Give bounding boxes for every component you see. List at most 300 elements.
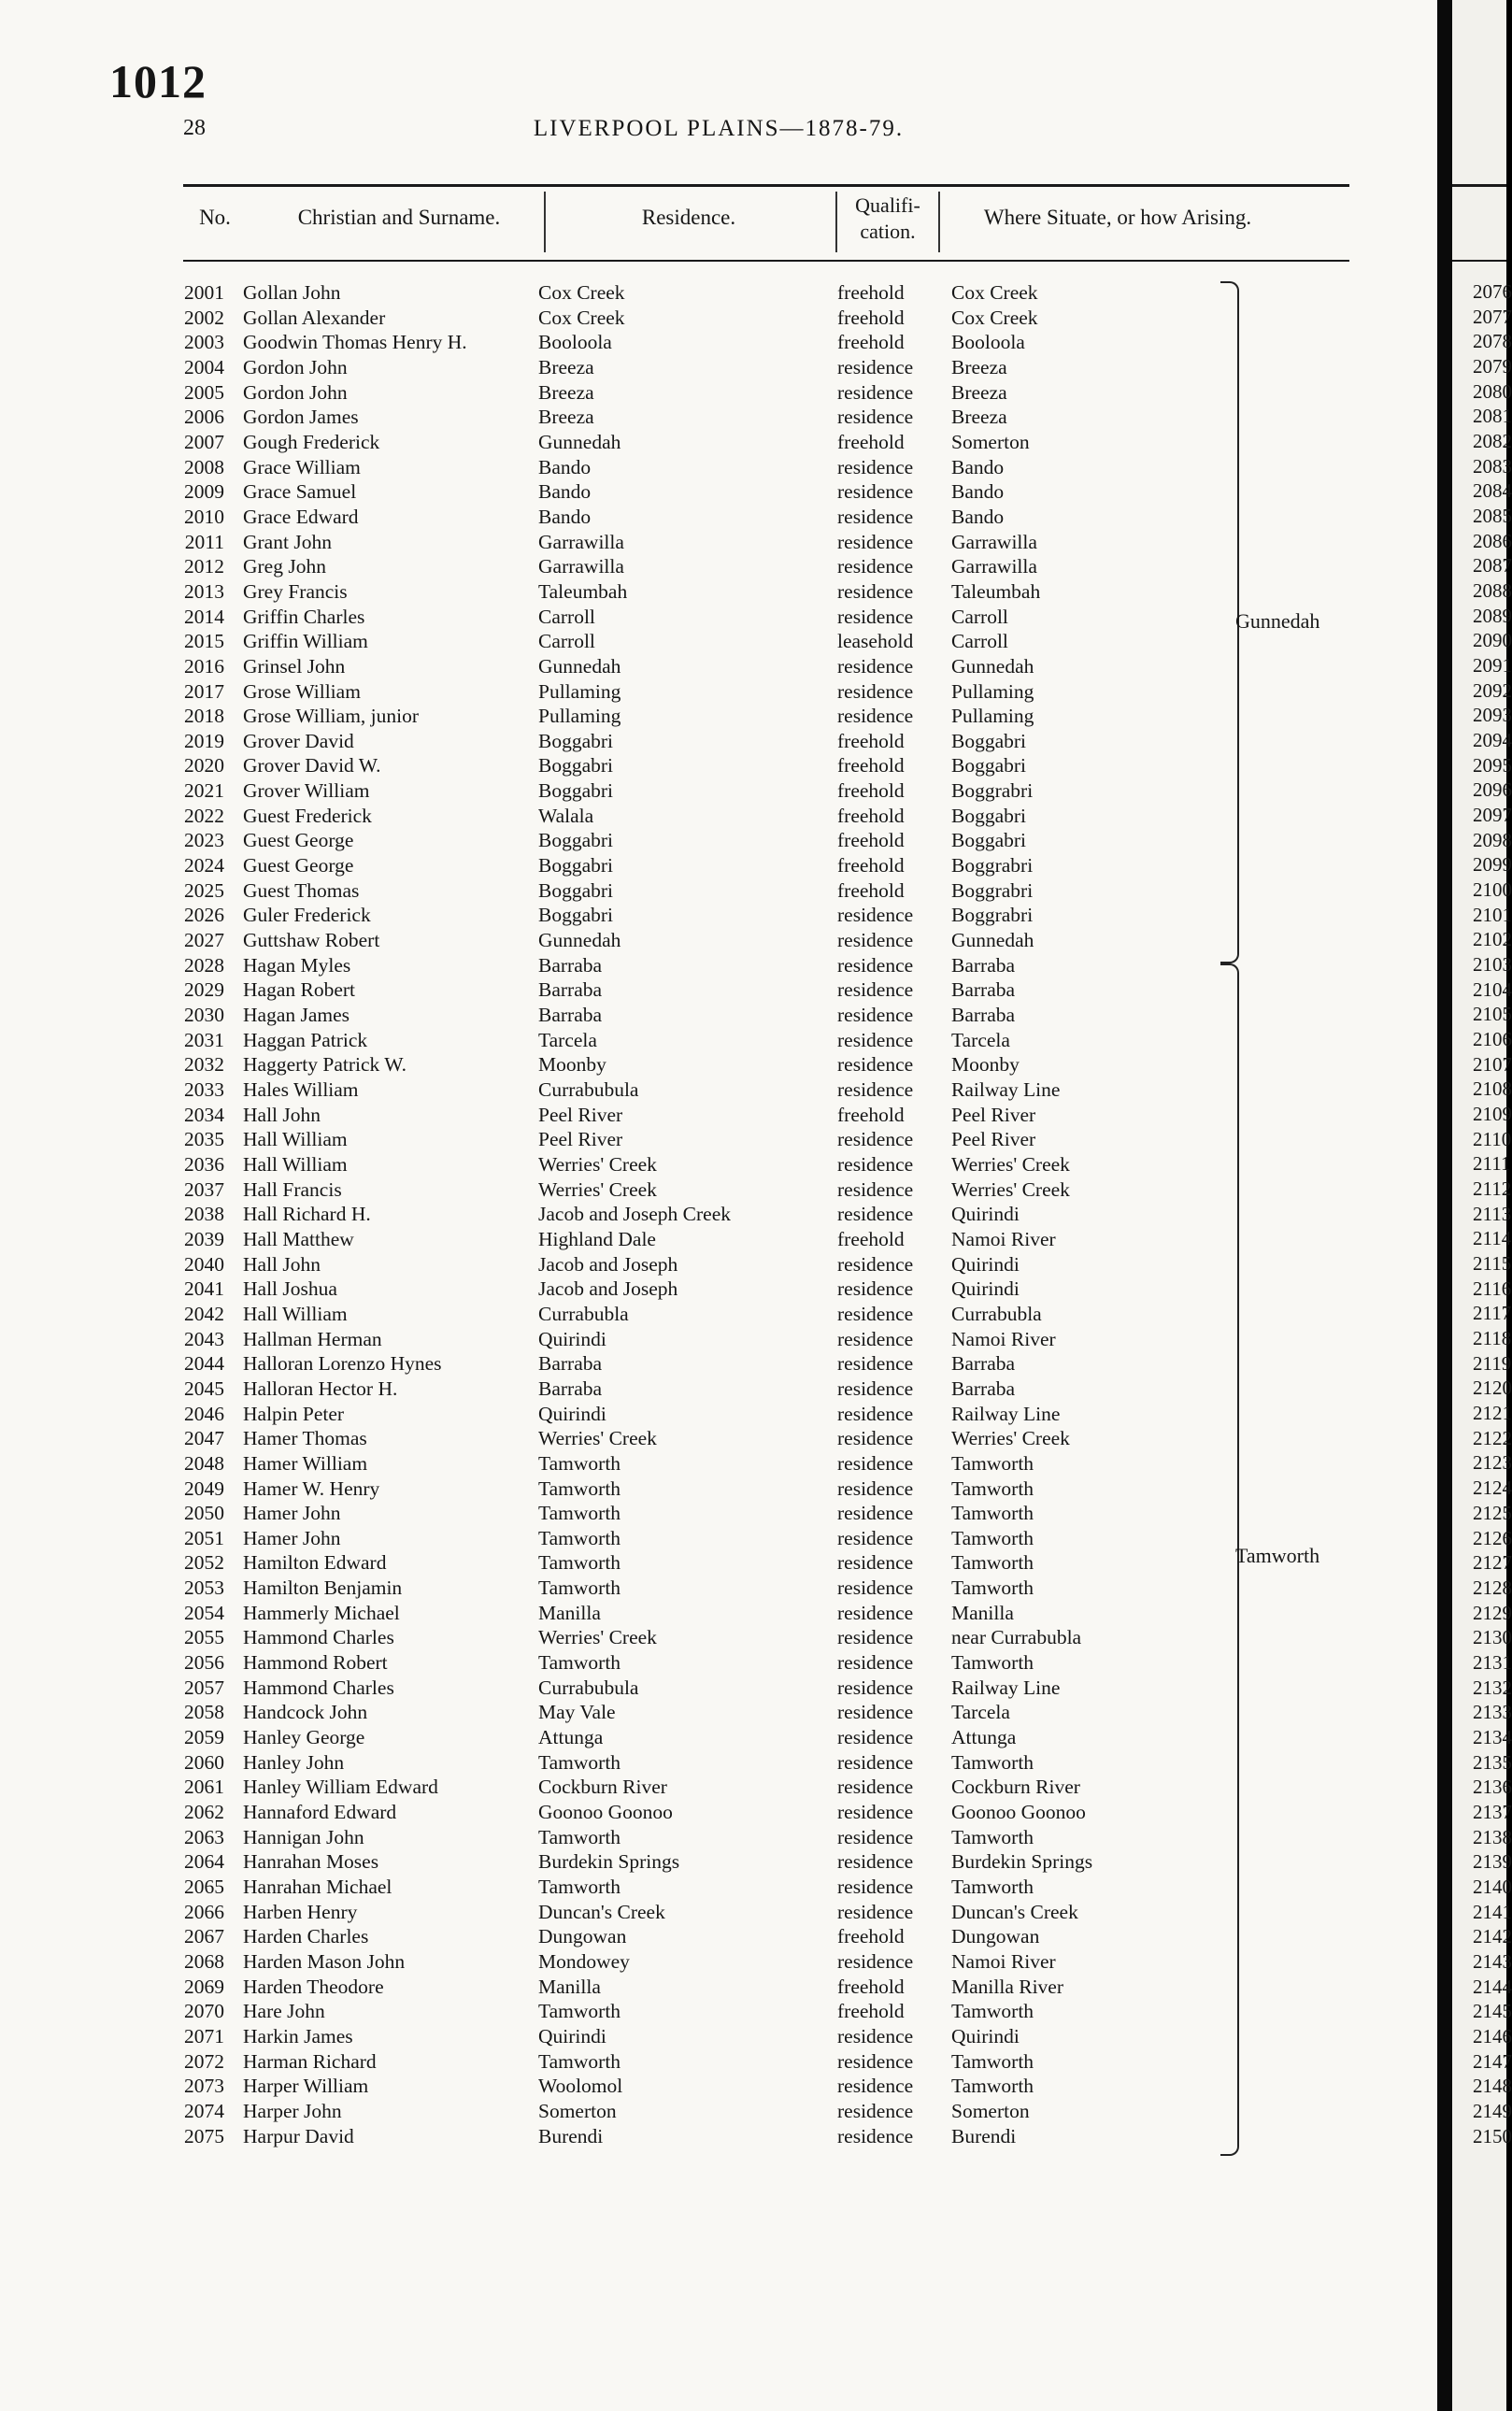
entry-where: Boggabri [951,729,1027,752]
entry-name: Harden Mason John [243,1949,406,1973]
entry-name: Hall William [243,1152,348,1176]
entry-number: 2044 [184,1352,224,1376]
entry-qualification: leasehold [837,630,914,653]
next-page-entry-number: 2113 [1473,1202,1512,1225]
entry-where: Railway Line [951,1402,1061,1425]
next-page-entry-number: 2100 [1473,878,1512,902]
next-page-entry-number: 2125 [1473,1501,1512,1524]
entry-qualification: residence [837,1900,914,1923]
entry-name: Grey Francis [243,579,348,603]
entry-number: 2051 [184,1526,224,1549]
next-page-entry-number: 2083 [1473,454,1512,478]
entry-where: Werries' Creek [951,1177,1070,1201]
entry-where: Taleumbah [951,579,1041,603]
entry-qualification: residence [837,1078,914,1101]
group-label-tamworth: Tamworth [1235,1544,1320,1567]
entry-number: 2062 [184,1801,224,1824]
entry-where: Breeza [951,355,1007,378]
next-page-entry-number: 2101 [1473,903,1512,926]
entry-qualification: freehold [837,878,905,902]
next-page-entry-number: 2145 [1473,2000,1512,2023]
entry-qualification: residence [837,1825,914,1848]
page-title: LIVERPOOL PLAINS—1878-79. [533,116,905,141]
entry-qualification: residence [837,1277,914,1301]
entry-name: Halpin Peter [243,1402,345,1425]
entry-number: 2025 [184,878,224,902]
entry-qualification: residence [837,1776,914,1799]
entry-where: Barraba [951,978,1016,1002]
entry-where: Tamworth [951,1750,1034,1774]
entry-number: 2064 [184,1850,224,1874]
entry-name: Harpur David [243,2124,354,2147]
entry-number: 2024 [184,854,224,877]
entry-qualification: freehold [837,1103,905,1126]
next-page-entry-number: 2144 [1473,1975,1512,1998]
next-page-entry-number: 2086 [1473,529,1512,552]
next-page-entry-number: 2118 [1473,1327,1512,1350]
next-page-entry-number: 2149 [1473,2099,1512,2122]
entry-name: Guest George [243,854,354,877]
entry-residence: May Vale [538,1701,616,1724]
entry-where: Tamworth [951,1651,1034,1675]
entry-qualification: residence [837,1128,914,1151]
next-page-entry-number: 2111 [1473,1152,1511,1176]
entry-where: Boggabri [951,804,1027,827]
next-page-entry-number: 2114 [1473,1227,1512,1250]
entry-number: 2018 [184,705,224,728]
entry-residence: Burdekin Springs [538,1850,680,1874]
entry-name: Hammond Robert [243,1651,388,1675]
entry-name: Grinsel John [243,654,346,678]
entry-number: 2036 [184,1152,224,1176]
entry-where: Tamworth [951,1451,1034,1475]
entry-where: Peel River [951,1128,1036,1151]
entry-qualification: residence [837,1402,914,1425]
entry-residence: Tamworth [538,1876,621,1898]
entry-qualification: residence [837,2099,914,2122]
col-header-residence: Residence. [641,206,736,229]
entry-number: 2047 [184,1427,224,1450]
header-bottom-rule [183,260,1349,262]
entry-residence: Barraba [538,1004,603,1027]
next-page-entry-number: 2108 [1473,1077,1512,1101]
entry-name: Hall William [243,1302,348,1325]
entry-where: Garrawilla [951,530,1037,553]
next-page-entry-number: 2126 [1473,1526,1512,1549]
entry-residence: Garrawilla [538,555,624,578]
entry-number: 2006 [184,406,224,429]
entry-number: 2013 [184,579,224,603]
entry-residence: Tarcela [538,1028,597,1051]
entry-qualification: residence [837,555,914,578]
entry-residence: Boggabri [538,779,614,803]
entry-qualification: residence [837,1676,914,1699]
entry-name: Grace Samuel [243,480,357,504]
next-page-entry-number: 2115 [1473,1252,1512,1276]
entry-number: 2034 [184,1103,224,1126]
entry-residence: Currabubula [538,1078,639,1101]
entry-number: 2045 [184,1377,224,1400]
entry-name: Griffin William [243,630,368,653]
entry-residence: Cockburn River [538,1776,667,1799]
entry-where: Quirindi [951,1203,1020,1226]
next-page-entry-number: 2088 [1473,579,1512,603]
entry-number: 2037 [184,1177,224,1201]
entry-name: Haggan Patrick [243,1028,368,1051]
entry-number: 2061 [184,1776,224,1799]
entry-where: Moonby [951,1053,1020,1077]
entry-residence: Pullaming [538,705,621,728]
entry-residence: Gunnedah [538,430,621,453]
next-page-entry-number: 2090 [1473,629,1512,652]
entry-number: 2022 [184,804,224,827]
entry-residence: Bando [538,505,592,528]
entry-residence: Tamworth [538,1451,621,1475]
entry-residence: Tamworth [538,2049,621,2073]
entry-name: Harden Charles [243,1925,369,1948]
entry-name: Hall Joshua [243,1277,337,1301]
entry-where: Namoi River [951,1227,1056,1250]
entry-where: Dungowan [951,1925,1040,1948]
entry-name: Guler Frederick [243,904,371,927]
entry-qualification: residence [837,1152,914,1176]
entry-name: Hanley John [243,1750,345,1774]
next-page-entry-number: 2105 [1473,1003,1512,1026]
entry-where: Carroll [951,630,1008,653]
entry-number: 2065 [184,1876,224,1898]
entry-number: 2040 [184,1252,224,1276]
entry-where: Barraba [951,1352,1016,1376]
entry-name: Gough Frederick [243,430,380,453]
entry-qualification: residence [837,654,914,678]
entry-name: Hanrahan Michael [243,1876,392,1898]
entry-name: Halloran Lorenzo Hynes [243,1352,442,1376]
entry-residence: Boggabri [538,854,614,877]
entry-number: 2021 [184,779,224,803]
entry-name: Hall Francis [243,1177,342,1201]
entry-where: Boggabri [951,829,1027,852]
entry-name: Gordon John [243,380,348,404]
entry-where: Gunnedah [951,654,1034,678]
entry-qualification: residence [837,505,914,528]
next-page-entry-number: 2130 [1473,1626,1512,1649]
entry-name: Hall John [243,1252,321,1276]
next-page-entry-number: 2131 [1473,1650,1512,1674]
entry-name: Grace William [243,455,361,478]
entry-number: 2058 [184,1701,224,1724]
entry-qualification: freehold [837,1925,905,1948]
col-header-no: No. [199,206,231,229]
entry-name: Handcock John [243,1701,368,1724]
entry-number: 2060 [184,1750,224,1774]
entry-residence: Tamworth [538,1502,621,1525]
entry-name: Hanley William Edward [243,1776,438,1799]
entry-where: Quirindi [951,1252,1020,1276]
entry-residence: Quirindi [538,1327,606,1350]
entry-where: Barraba [951,1004,1016,1027]
entry-qualification: residence [837,1651,914,1675]
entry-number: 2049 [184,1477,224,1500]
entry-qualification: residence [837,380,914,404]
entry-where: Werries' Creek [951,1427,1070,1450]
entry-qualification: residence [837,1377,914,1400]
entry-qualification: residence [837,1327,914,1350]
next-page-entry-number: 2110 [1473,1127,1512,1150]
entry-residence: Carroll [538,630,595,653]
entry-residence: Werries' Creek [538,1626,657,1649]
entry-number: 2069 [184,1975,224,1998]
entry-residence: Taleumbah [538,579,628,603]
entry-number: 2023 [184,829,224,852]
next-page-rule [1452,260,1506,262]
entry-number: 2012 [184,555,224,578]
entry-where: Gunnedah [951,929,1034,952]
next-page-entry-number: 2079 [1473,355,1512,378]
next-page-entry-number: 2120 [1473,1377,1512,1400]
next-page-entry-number: 2098 [1473,828,1512,851]
entry-qualification: residence [837,1427,914,1450]
entry-qualification: residence [837,1252,914,1276]
entry-residence: Jacob and Joseph [538,1252,678,1276]
entry-where: Breeza [951,380,1007,404]
entry-where: Tamworth [951,1526,1034,1549]
entry-qualification: residence [837,1876,914,1898]
entry-residence: Mondowey [538,1949,630,1973]
entry-name: Harper William [243,2075,369,2098]
entry-number: 2029 [184,978,224,1002]
entry-residence: Boggabri [538,754,614,778]
entry-number: 2007 [184,430,224,453]
entry-name: Hamer W. Henry [243,1477,380,1500]
entry-where: Cox Creek [951,281,1038,304]
entry-qualification: residence [837,1477,914,1500]
entry-qualification: residence [837,679,914,703]
entry-residence: Pullaming [538,679,621,703]
entry-qualification: residence [837,1203,914,1226]
entry-name: Hagan Robert [243,978,356,1002]
entry-number: 2043 [184,1327,224,1350]
entry-where: Bando [951,455,1005,478]
entry-name: Hamer John [243,1502,341,1525]
entry-qualification: residence [837,406,914,429]
entry-name: Greg John [243,555,326,578]
entry-residence: Garrawilla [538,530,624,553]
entry-name: Hamer John [243,1526,341,1549]
entry-number: 2008 [184,455,224,478]
entry-residence: Highland Dale [538,1227,656,1250]
entry-where: Booloola [951,331,1025,354]
entry-residence: Boggabri [538,878,614,902]
next-page-entry-number: 2081 [1473,405,1512,428]
next-page-entry-number: 2148 [1473,2075,1512,2098]
entry-where: Carroll [951,605,1008,628]
entry-number: 2035 [184,1128,224,1151]
next-page-entry-number: 2112 [1473,1177,1512,1201]
entry-number: 2020 [184,754,224,778]
entry-residence: Quirindi [538,1402,606,1425]
entry-where: Boggrabri [951,904,1034,927]
entry-number: 2016 [184,654,224,678]
next-page-entry-number: 2077 [1473,305,1512,328]
entry-number: 2074 [184,2099,224,2122]
entry-number: 2055 [184,1626,224,1649]
entry-number: 2067 [184,1925,224,1948]
entry-residence: Attunga [538,1726,604,1749]
entry-number: 2073 [184,2075,224,2098]
entry-qualification: residence [837,1053,914,1077]
entry-qualification: residence [837,929,914,952]
next-page-entry-number: 2121 [1473,1402,1512,1425]
entry-qualification: freehold [837,306,905,329]
entry-where: Peel River [951,1103,1036,1126]
entry-qualification: residence [837,355,914,378]
entry-residence: Cox Creek [538,306,625,329]
entry-name: Harper John [243,2099,342,2122]
entry-name: Hall John [243,1103,321,1126]
entry-name: Grover David [243,729,354,752]
entry-name: Hall Matthew [243,1227,354,1250]
next-page-entry-number: 2089 [1473,604,1512,627]
entry-name: Hammerly Michael [243,1601,400,1624]
next-page-entry-number: 2085 [1473,505,1512,528]
entry-number: 2048 [184,1451,224,1475]
next-page-entry-number: 2082 [1473,430,1512,453]
entry-qualification: residence [837,605,914,628]
entry-qualification: residence [837,1551,914,1575]
entry-residence: Cox Creek [538,281,625,304]
entry-number: 2030 [184,1004,224,1027]
entry-qualification: residence [837,1502,914,1525]
entry-residence: Manilla [538,1601,601,1624]
entry-residence: Barraba [538,978,603,1002]
next-page-entry-number: 2095 [1473,753,1512,777]
entry-number: 2015 [184,630,224,653]
entry-where: Goonoo Goonoo [951,1801,1086,1824]
entry-residence: Tamworth [538,1551,621,1575]
entry-number: 2038 [184,1203,224,1226]
next-page-entry-number: 2147 [1473,2049,1512,2073]
entry-qualification: freehold [837,754,905,778]
next-page-entry-number: 2107 [1473,1052,1512,1076]
entry-residence: Tamworth [538,1825,621,1848]
entry-number: 2010 [184,505,224,528]
entry-name: Guest George [243,829,354,852]
entry-residence: Walala [538,804,594,827]
entry-residence: Somerton [538,2099,617,2122]
entry-where: Attunga [951,1726,1017,1749]
entry-where: Railway Line [951,1078,1061,1101]
entry-residence: Barraba [538,1352,603,1376]
entry-number: 2059 [184,1726,224,1749]
entry-residence: Tamworth [538,2000,621,2023]
entry-name: Harben Henry [243,1900,358,1923]
entry-qualification: residence [837,1526,914,1549]
entry-residence: Bando [538,480,592,504]
entry-name: Harden Theodore [243,1975,384,1998]
entry-qualification: residence [837,1801,914,1824]
entry-residence: Breeza [538,355,594,378]
entry-name: Grover David W. [243,754,381,778]
entry-where: Burendi [951,2124,1017,2147]
entry-name: Hamer William [243,1451,368,1475]
entry-qualification: freehold [837,804,905,827]
entry-name: Grace Edward [243,505,359,528]
entry-where: Tarcela [951,1028,1010,1051]
entry-number: 2052 [184,1551,224,1575]
entry-qualification: freehold [837,854,905,877]
entry-name: Hamilton Edward [243,1551,387,1575]
entry-number: 2050 [184,1502,224,1525]
entry-where: Boggabri [951,754,1027,778]
col-header-qualification-line1: Qualifi- [855,193,920,217]
entry-residence: Currabubla [538,1302,629,1325]
entry-name: Gordon James [243,406,359,429]
entry-residence: Woolomol [538,2075,623,2098]
next-page-entry-number: 2117 [1473,1302,1512,1325]
next-page-entry-number: 2116 [1473,1277,1512,1300]
next-page-entry-number: 2134 [1473,1725,1512,1748]
entry-where: Bando [951,505,1005,528]
entry-qualification: residence [837,1576,914,1600]
next-page-entry-number: 2124 [1473,1477,1512,1500]
entry-name: Gordon John [243,355,348,378]
entry-number: 2027 [184,929,224,952]
entry-where: Boggrabri [951,854,1034,877]
entry-name: Hall Richard H. [243,1203,371,1226]
entry-number: 2028 [184,953,224,977]
entry-where: Tamworth [951,1477,1034,1500]
entry-qualification: residence [837,1352,914,1376]
next-page-entry-number: 2129 [1473,1601,1512,1624]
entry-where: Tamworth [951,1502,1034,1525]
entry-name: Gollan Alexander [243,306,386,329]
group-label-gunnedah: Gunnedah [1235,609,1320,633]
entry-number: 2071 [184,2024,224,2047]
entry-where: Tamworth [951,1551,1034,1575]
entry-number: 2075 [184,2124,224,2147]
entry-number: 2066 [184,1900,224,1923]
entry-number: 2026 [184,904,224,927]
entry-name: Hannigan John [243,1825,364,1848]
entry-residence: Werries' Creek [538,1427,657,1450]
entry-name: Guest Thomas [243,878,360,902]
entry-where: Namoi River [951,1949,1056,1973]
entry-where: Breeza [951,406,1007,429]
entry-where: Somerton [951,430,1030,453]
entry-residence: Currabubula [538,1676,639,1699]
entry-qualification: residence [837,705,914,728]
entry-number: 2072 [184,2049,224,2073]
entry-name: Haggerty Patrick W. [243,1053,407,1077]
entry-qualification: freehold [837,281,905,304]
entry-residence: Boggabri [538,729,614,752]
entry-qualification: residence [837,953,914,977]
entry-where: Somerton [951,2099,1030,2122]
entry-qualification: residence [837,1004,914,1027]
next-page-entry-number: 2146 [1473,2024,1512,2047]
entry-residence: Boggabri [538,829,614,852]
entry-name: Harkin James [243,2024,353,2047]
entry-number: 2057 [184,1676,224,1699]
entry-where: Namoi River [951,1327,1056,1350]
entry-where: Tamworth [951,1825,1034,1848]
next-page-entry-number: 2142 [1473,1925,1512,1948]
next-page-entry-number: 2135 [1473,1750,1512,1774]
entry-residence: Burendi [538,2124,604,2147]
entry-where: Boggrabri [951,779,1034,803]
next-page-entry-number: 2097 [1473,804,1512,827]
entry-number: 2033 [184,1078,224,1101]
